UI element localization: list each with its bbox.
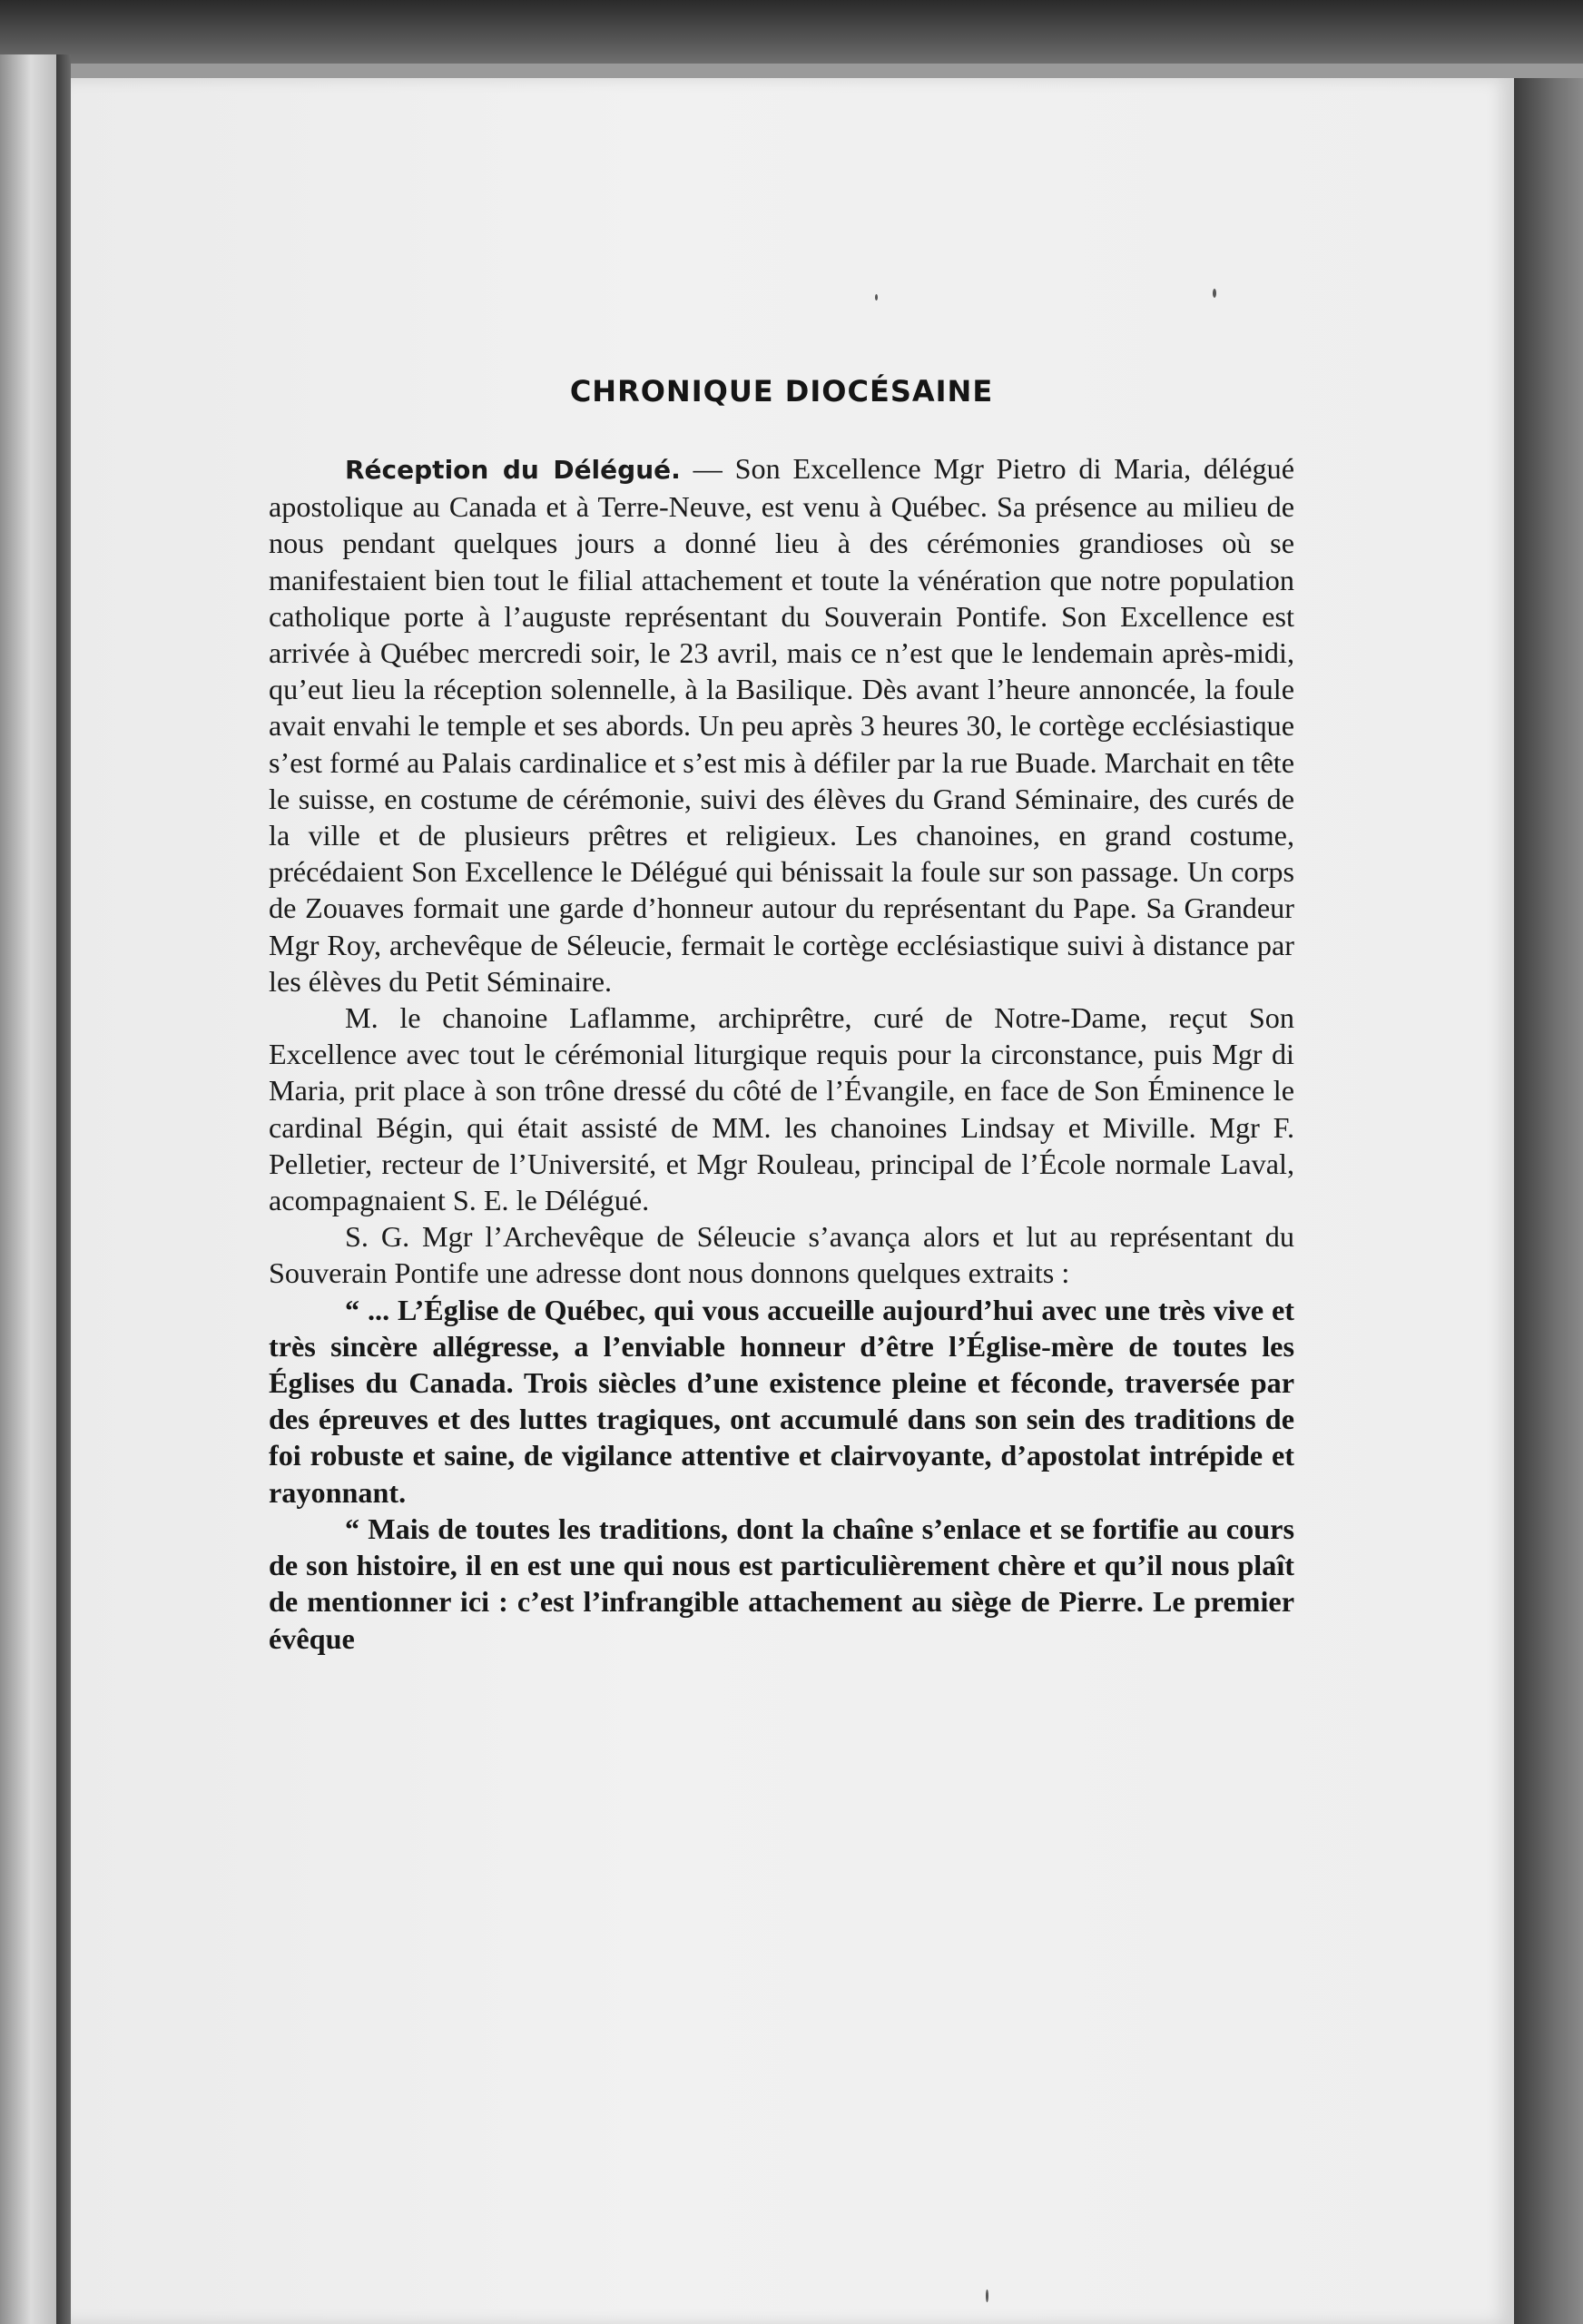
paragraph-text: M. le chanoine Laflamme, archiprêtre, curé de Notre-Dame, reçut Son Excellence avec tout le cérémonial liturgique requis pour la circonstance, puis Mgr di Maria, prit place à son trône dressé du côté de l’Évangile, en face de Son Éminence le cardinal Bégin, qui était assisté de MM. les chanoines Lindsay et Miville. Mgr F. Pelletier, recteur de l’Université, et Mgr Rouleau, principal de l’École normale Laval, acompagnaient S. E. le Délégué. (269, 1001, 1294, 1217)
paragraph-3 (269, 1218, 1294, 1291)
quote-paragraph-1 (269, 1292, 1294, 1511)
paragraph-text: “ ... L’Église de Québec, qui vous accueille aujourd’hui avec une très vive et très sincère allégresse, a l’enviable honneur d’être l’Église-mère de toutes les Églises du Canada. Trois siècles d’une existence pleine et féconde, traversée par des épreuves et des luttes tragiques, ont accumulé dans son sein des traditions de foi robuste et saine, de vigilance attentive et clairvoyante, d’apostolat intrépide et rayonnant. (269, 1293, 1294, 1509)
paragraph-lead: Réception du Délégué. (345, 455, 681, 485)
paragraph-text: S. G. Mgr l’Archevêque de Séleucie s’avança alors et lut au représentant du Souverain Pontife une adresse dont nous donnons quelques extraits : (269, 1220, 1294, 1290)
page-title: CHRONIQUE DIOCÉSAINE (569, 374, 994, 409)
paragraph-text: “ Mais de toutes les traditions, dont la chaîne s’enlace et se fortifie au cours de son histoire, il en est une qui nous est particulièrement chère et qu’il nous plaît de mentionner ici : c’est l’infrangible attachement au siège de Pierre. Le premier évêque (269, 1512, 1294, 1655)
paragraph-text: — Son Excellence Mgr Pietro di Maria, délégué apostolique au Canada et à Terre-Neuve, est venu à Québec. Sa présence au milieu de nous pendant quelques jours a donné lieu à des cérémonies grandioses où se manifestaient bien tout le filial attachement et toute la vénération que notre population catholique porte à l’auguste représentant du Souverain Pontife. Son Excellence est arrivée à Québec mercredi soir, le 23 avril, mais ce n’est que le lendemain après-midi, qu’eut lieu la réception solennelle, à la Basilique. Dès avant l’heure annoncée, la foule avait envahi le temple et ses abords. Un peu après 3 heures 30, le cortège ecclésiastique s’est formé au Palais cardinalice et s’est mis à défiler par la rue Buade. Marchait en tête le suisse, en costume de cérémonie, suivi des élèves du Grand Séminaire, des curés de la ville et de plusieurs prêtres et religieux. Les chanoines, en grand costume, précédaient Son Excellence le Délégué qui bénissait la foule sur son passage. Un corps de Zouaves formait une garde d’honneur autour du représentant du Pape. Sa Grandeur Mgr Roy, archevêque de Séleucie, fermait le cortège ecclésiastique suivi à distance par les élèves du Petit Séminaire. (269, 452, 1295, 998)
paragraph-1 (269, 450, 1294, 1000)
scan-speck (986, 2290, 988, 2302)
paragraph-2 (269, 1000, 1294, 1218)
scan-speck (1213, 289, 1216, 298)
film-border-top (0, 0, 1583, 64)
facing-page-edge (0, 54, 56, 2324)
scan-speck (875, 294, 878, 300)
article (269, 374, 1294, 1657)
quote-paragraph-2 (269, 1511, 1294, 1657)
page-gutter-shadow (56, 54, 71, 2324)
page-right-edge (1514, 78, 1583, 2324)
